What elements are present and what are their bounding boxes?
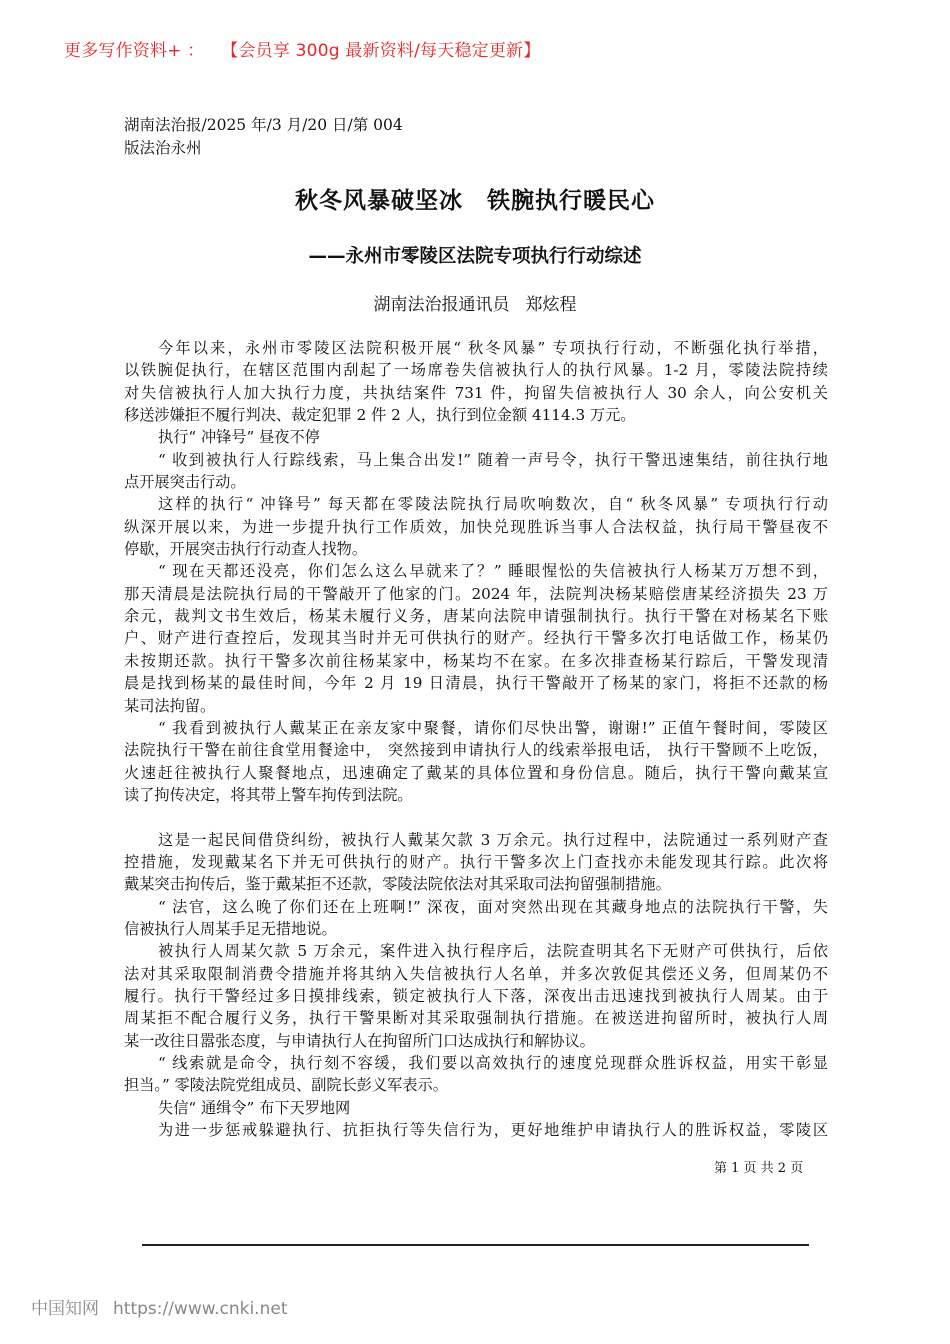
body-line: “ 我看到被执行人戴某正在亲友家中聚餐，请你们尽快出警，谢谢!” 正值午餐时间，零陵区 — [158, 718, 828, 737]
body-line: 晨是找到杨某的最佳时间，今年 2 月 19 日清晨，执行干警敲开了杨某的家门，将拒不还款的杨 — [124, 674, 828, 693]
body-line: 读了拘传决定，将其带上警车拘传到法院。 — [124, 785, 413, 804]
body-line: 火速赶往被执行人聚餐地点，迅速确定了戴某的具体位置和身份信息。随后，执行干警向戴某宣 — [124, 763, 828, 782]
body-line: 户、财产进行查控后，发现其当时并无可供执行的财产。经执行干警多次打电话做工作，杨某仍 — [124, 629, 828, 648]
author-name: 郑炫程 — [525, 295, 577, 315]
body-line: 周某拒不配合履行义务，执行干警果断对其采取强制执行措施。在被送进拘留所时，被执行人周 — [124, 1009, 828, 1028]
body-line: 为进一步惩戒躲避执行、抗拒执行等失信行为，更好地维护申请执行人的胜诉权益，零陵区 — [158, 1121, 828, 1140]
body-line: 停歇，开展突击执行行动查人找物。 — [124, 540, 367, 559]
page-number: 第 1 页 共 2 页 — [714, 1161, 804, 1176]
body-line: 以铁腕促执行，在辖区范围内刮起了一场席卷失信被执行人的执行风暴。1-2 月，零陵法院持续 — [124, 361, 828, 380]
body-line: “ 法官，这么晚了你们还在上班啊!” 深夜，面对突然出现在其藏身地点的法院执行干警，失 — [158, 897, 828, 916]
body-line: 这样的执行“ 冲锋号” 每天都在零陵法院执行局吹响数次，自“ 秋冬风暴” 专项执行行动 — [158, 495, 828, 514]
body-line: 今年以来，永州市零陵区法院积极开展“ 秋冬风暴” 专项执行行动，不断强化执行举措， — [158, 339, 828, 357]
body-line: “ 线索就是命令，执行刻不容缓，我们要以高效执行的速度兑现群众胜诉权益，用实干彰显 — [158, 1054, 828, 1072]
body-line: 控措施，发现戴某名下并无可供执行的财产。执行干警多次上门查找亦未能发现其行踪。此次将 — [124, 852, 828, 871]
body-line: 执行“ 冲锋号” 昼夜不停 — [158, 428, 320, 447]
page-subtitle: ——永州市零陵区法院专项执行行动综述 — [308, 246, 642, 267]
body-line: 未按期还款。执行干警多次前往杨某家中，杨某均不在家。在多次排查杨某行踪后，干警发现清 — [124, 651, 828, 670]
body-line: 信被执行人周某手足无措地说。 — [124, 919, 337, 938]
article-body — [124, 337, 828, 1141]
body-line: 余元，裁判文书生效后，杨某未履行义务，唐某向法院申请强制执行。执行干警在对杨某名下账 — [124, 607, 828, 626]
page-title — [0, 182, 950, 215]
body-line: 担当。” 零陵法院党组成员、副院长彭义军表示。 — [124, 1076, 448, 1095]
body-line: 点开展突击行动。 — [124, 473, 246, 492]
body-line: 履行。执行干警经过多日摸排线索，锁定被执行人下落，深夜出击迅速找到被执行人周某。由于 — [124, 986, 828, 1005]
body-line: 被执行人周某欠款 5 万余元，案件进入执行程序后，法院查明其名下无财产可供执行，后依 — [158, 942, 828, 961]
footer-divider — [142, 1244, 809, 1246]
author-role: 湖南法治报通讯员 — [373, 295, 510, 315]
author-byline — [0, 290, 950, 315]
body-line: 失信“ 通缉令” 布下天罗地网 — [158, 1098, 351, 1117]
cnki-watermark — [31, 1294, 301, 1319]
blank-line — [124, 806, 828, 828]
title-part-1: 秋冬风暴破坚冰 — [295, 188, 463, 214]
body-line: 某一改往日嚣张态度，与申请执行人在拘留所门口达成执行和解协议。 — [124, 1031, 595, 1050]
body-line: 这是一起民间借贷纠纷，被执行人戴某欠款 3 万余元。执行过程中，法院通过一系列财产查 — [158, 830, 828, 849]
source-line-1: 湖南法治报/2025 年/3 月/20 日/第 004 — [124, 116, 403, 134]
promo-left: 更多写作资料+ ： — [64, 41, 205, 61]
body-line: 法院执行干警在前往食堂用餐途中， 突然接到申请执行人的线索举报电话， 执行干警顾不上吃饭， — [124, 741, 828, 760]
promo-banner[interactable] — [64, 36, 540, 61]
title-part-2: 铁腕执行暖民心 — [487, 188, 655, 214]
promo-right: 【会员享 300g 最新资料/每天稳定更新】 — [221, 41, 541, 61]
body-line: 那天清晨是法院执行局的干警敲开了他家的门。2024 年，法院判决杨某赔偿唐某经济损失 23 万 — [124, 584, 828, 603]
body-line: 纵深开展以来，为进一步提升执行工作质效，加快兑现胜诉当事人合法权益，执行局干警昼夜不 — [124, 517, 828, 536]
body-line: 对失信被执行人加大执行力度，共执结案件 731 件，拘留失信被执行人 30 余人，向公安机关 — [124, 383, 828, 402]
cnki-logo: 中国知网 — [31, 1299, 99, 1319]
article-source — [124, 114, 403, 160]
body-line: “ 收到被执行人行踪线索，马上集合出发!” 随着一声号令，执行干警迅速集结，前往执行地 — [158, 450, 828, 469]
source-line-2: 版法治永州 — [124, 139, 202, 157]
cnki-url: https://www.cnki.net — [113, 1299, 288, 1319]
body-line: 某司法拘留。 — [124, 696, 216, 715]
body-line: 法对其采取限制消费令措施并将其纳入失信被执行人名单，并多次敦促其偿还义务，但周某仍不 — [124, 964, 828, 983]
body-line: 戴某突击拘传后，鉴于戴某拒不还款，零陵法院依法对其采取司法拘留强制措施。 — [124, 875, 671, 894]
body-line: “ 现在天都还没亮，你们怎么这么早就来了？” 睡眼惺忪的失信被执行人杨某万万想不到， — [158, 562, 828, 581]
body-line: 移送涉嫌拒不履行判决、裁定犯罪 2 件 2 人，执行到位金额 4114.3 万元。 — [124, 406, 636, 425]
